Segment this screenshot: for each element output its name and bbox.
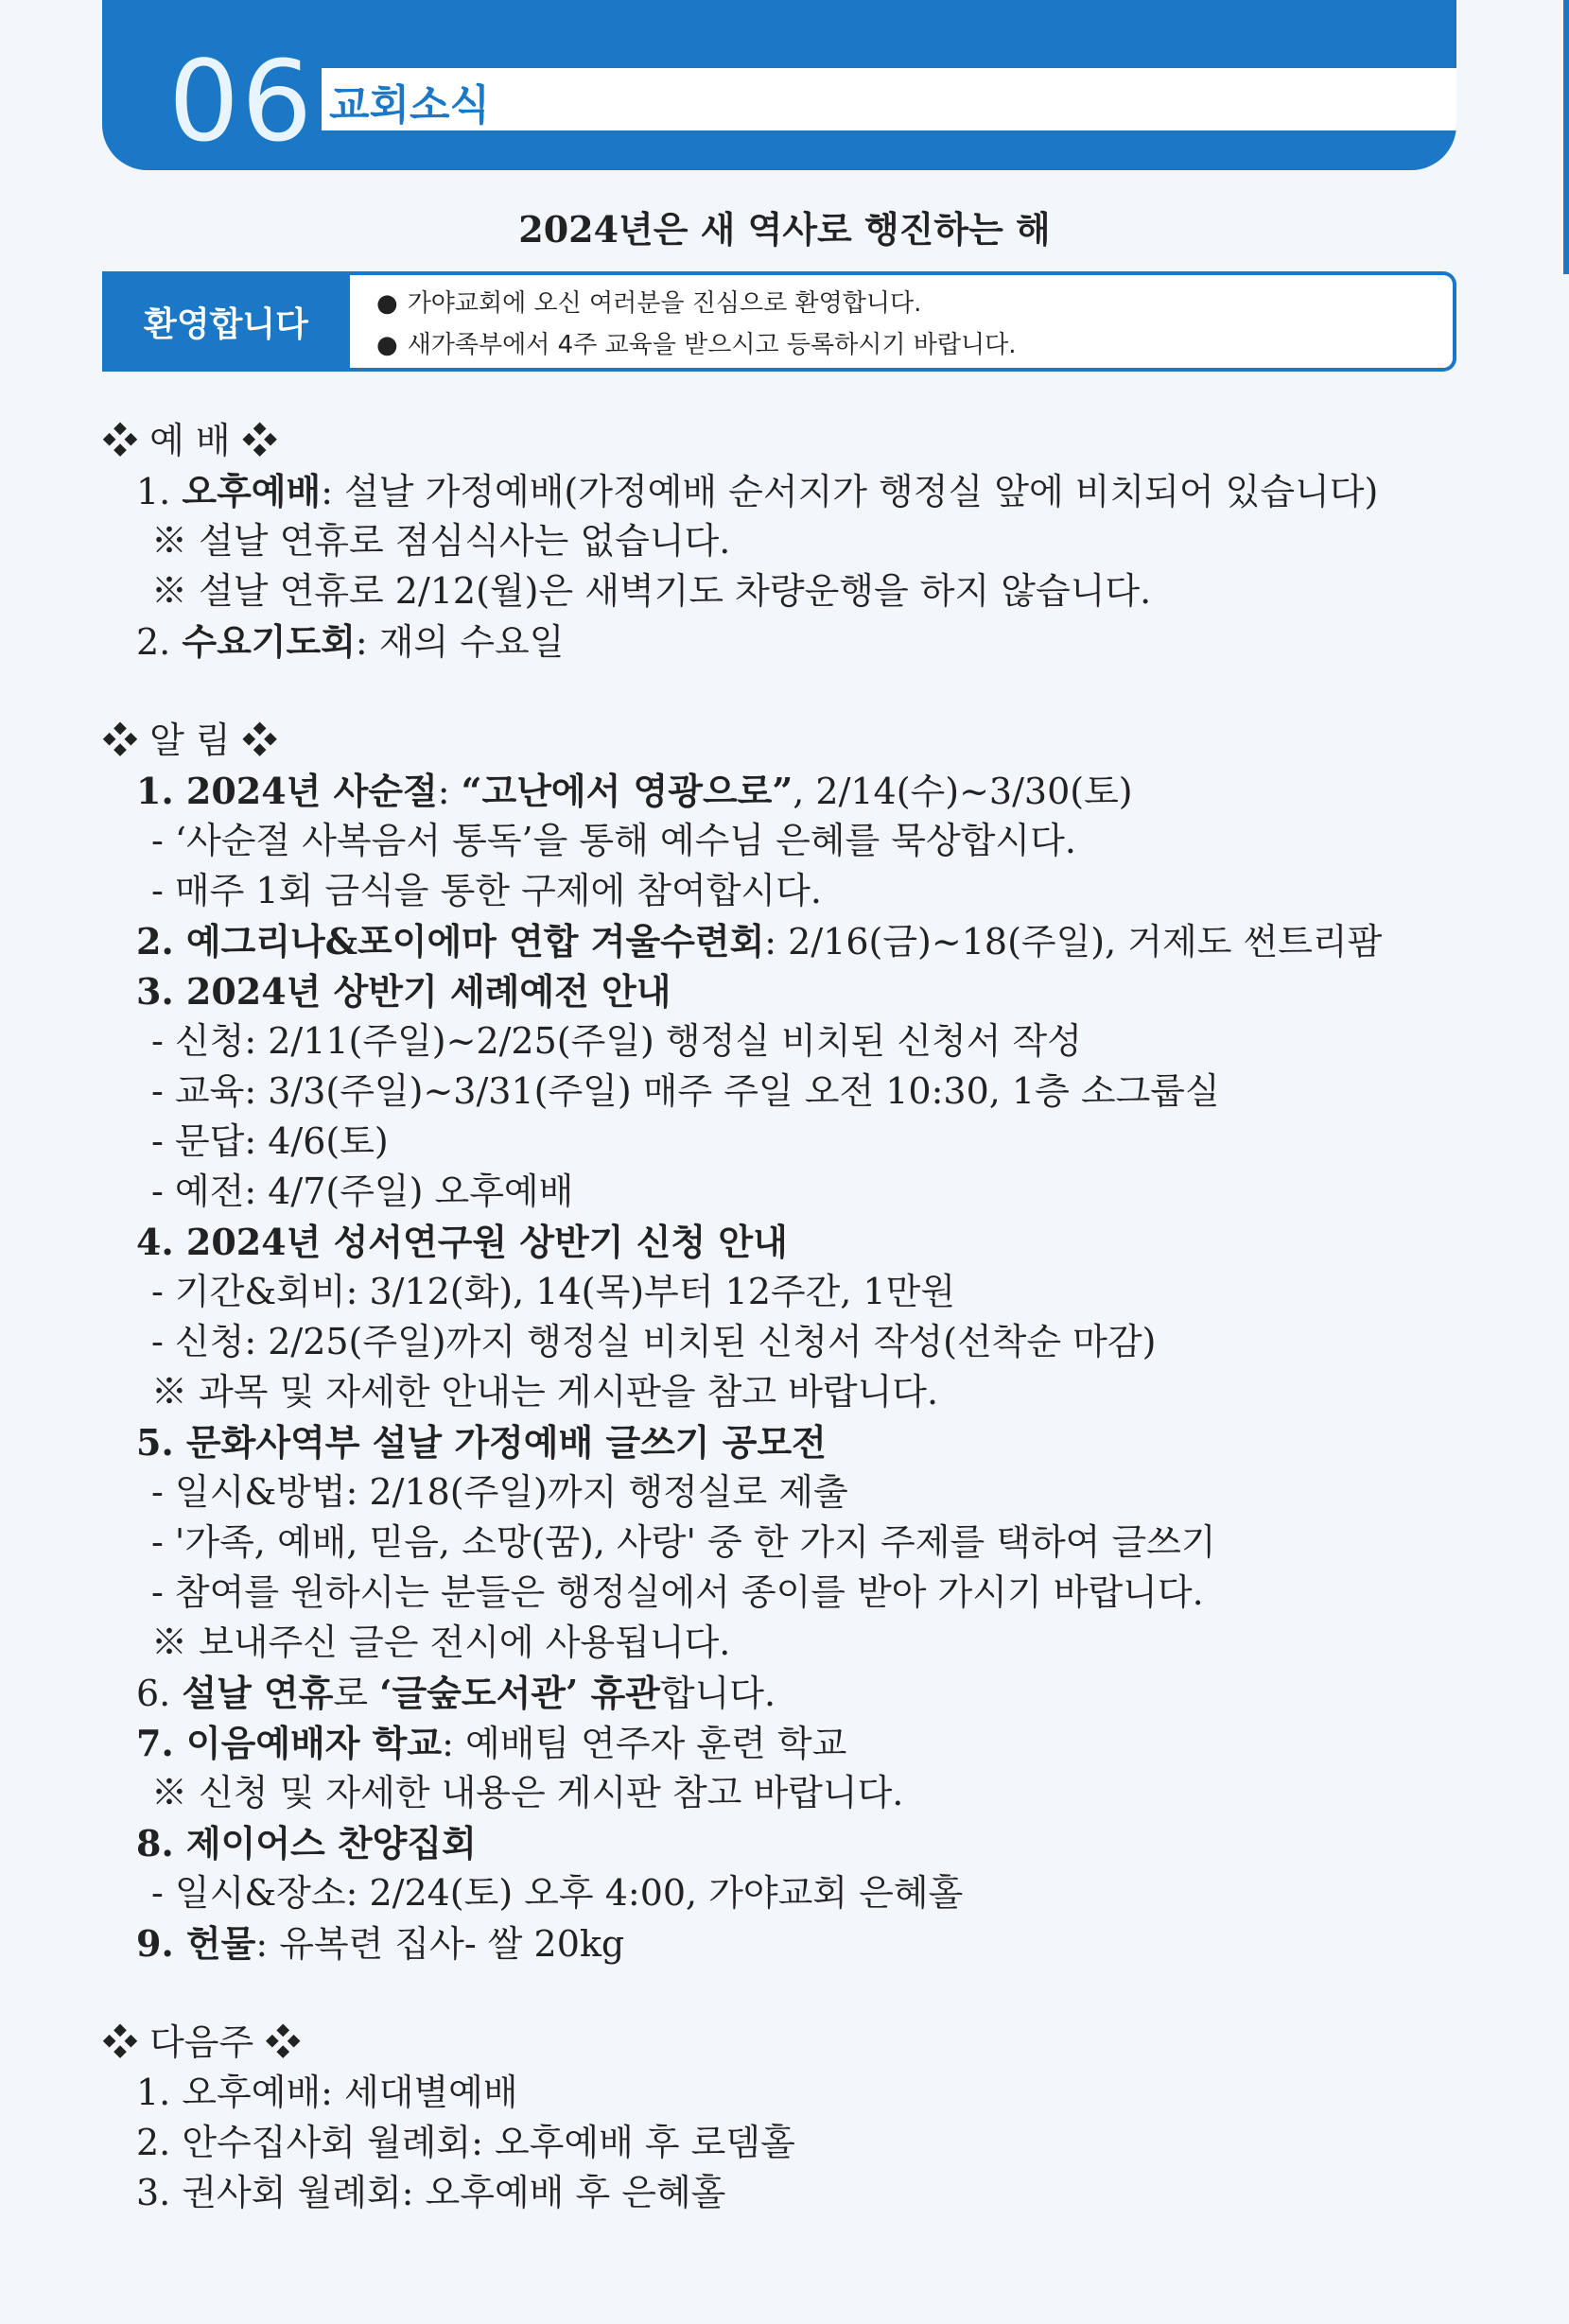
notice-sub: - 신청: 2/25(주일)까지 행정실 비치된 신청서 작성(선착순 마감) <box>151 1321 1157 1362</box>
notice-sub: - '가족, 예배, 믿음, 소망(꿈), 사랑' 중 한 가지 주제를 택하여 글쓰기 <box>151 1521 1216 1563</box>
next-week-item: 3. 권사회 월례회: 오후예배 후 은혜홀 <box>136 2172 726 2213</box>
section-title: 교회소식 <box>329 81 491 130</box>
item-text: 합니다. <box>659 1673 776 1714</box>
notice-sub: - 일시&장소: 2/24(토) 오후 4:00, 가야교회 은혜홀 <box>151 1872 964 1914</box>
welcome-label: 환영합니다 <box>102 271 350 372</box>
item-title: 오후예배 <box>182 470 322 512</box>
item-number: 6. <box>136 1673 171 1714</box>
notice-item <box>102 1718 1464 1768</box>
section-number: 06 <box>168 36 315 166</box>
worship-heading: ❖ 예 배 ❖ <box>102 420 278 461</box>
welcome-box <box>102 271 1456 372</box>
next-week-item: 1. 오후예배: 세대별예배 <box>136 2072 518 2113</box>
welcome-text: 가야교회에 오신 여러분을 진심으로 환영합니다. <box>407 289 922 318</box>
next-week-item: 2. 안수집사회 월례회: 오후예배 후 로뎀홀 <box>136 2122 795 2163</box>
notice-sub: - 일시&방법: 2/18(주일)까지 행정실로 제출 <box>151 1471 848 1513</box>
notice-note: ※ 과목 및 자세한 안내는 게시판을 참고 바랍니다. <box>151 1371 939 1413</box>
item-text: : 설날 가정예배(가정예배 순서지가 행정실 앞에 비치되어 있습니다) <box>321 471 1379 512</box>
notice-item <box>102 766 1464 816</box>
welcome-line <box>376 324 1453 366</box>
bullet-icon: ● <box>376 331 398 359</box>
item-text: : 유복련 집사- 쌀 20kg <box>255 1923 625 1965</box>
notice-note: ※ 신청 및 자세한 내용은 게시판 참고 바랍니다. <box>151 1772 904 1813</box>
notice-sub: - 교육: 3/3(주일)~3/31(주일) 매주 주일 오전 10:30, 1층 소그룹실 <box>151 1070 1220 1112</box>
notice-sub: - 신청: 2/11(주일)~2/25(주일) 행정실 비치된 신청서 작성 <box>151 1020 1082 1062</box>
item-text: : <box>437 771 462 812</box>
item-title: 7. 이음예배자 학교 <box>136 1722 443 1764</box>
notices-heading: ❖ 알 림 ❖ <box>102 720 278 761</box>
item-title: 9. 헌물 <box>136 1922 256 1965</box>
notice-item <box>102 966 1464 1016</box>
item-title: 수요기도회 <box>182 620 356 663</box>
item-quote: “고난에서 영광으로” <box>461 770 793 812</box>
notice-sub: - 기간&회비: 3/12(화), 14(목)부터 12주간, 1만원 <box>151 1271 956 1312</box>
bullet-icon: ● <box>376 289 398 318</box>
worship-note: ※ 설날 연휴로 점심식사는 없습니다. <box>151 520 731 562</box>
item-title: 8. 제이어스 찬양집회 <box>136 1822 477 1864</box>
item-title: 2. 예그리나&포이에마 연합 겨울수련회 <box>136 920 765 963</box>
page-subtitle: 2024년은 새 역사로 행진하는 해 <box>518 208 1051 251</box>
header-title-band <box>322 68 1456 130</box>
notice-sub: - 예전: 4/7(주일) 오후예배 <box>151 1171 574 1212</box>
worship-item <box>102 616 1464 667</box>
next-week-heading: ❖ 다음주 ❖ <box>102 2021 302 2063</box>
item-text: : 예배팀 연주자 훈련 학교 <box>442 1723 847 1764</box>
item-title: 3. 2024년 상반기 세례예전 안내 <box>136 970 671 1013</box>
worship-note: ※ 설날 연휴로 2/12(월)은 새벽기도 차량운행을 하지 않습니다. <box>151 570 1152 612</box>
item-title: 5. 문화사역부 설날 가정예배 글쓰기 공모전 <box>136 1421 827 1464</box>
item-text: , 2/14(수)~3/30(토) <box>793 771 1133 812</box>
worship-item <box>102 466 1464 516</box>
notice-sub: - 매주 1회 금식을 통한 구제에 참여합시다. <box>151 870 822 911</box>
notice-item <box>102 1818 1464 1868</box>
notice-sub: - 참여를 원하시는 분들은 행정실에서 종이를 받아 가시기 바랍니다. <box>151 1571 1204 1613</box>
notice-note: ※ 보내주신 글은 전시에 사용됩니다. <box>151 1622 731 1663</box>
item-text: : 2/16(금)~18(주일), 거제도 썬트리팜 <box>764 921 1383 963</box>
item-number: 1. <box>136 471 171 512</box>
item-text: 로 <box>333 1673 380 1714</box>
item-title: 설날 연휴 <box>182 1672 334 1714</box>
welcome-line <box>376 283 1453 324</box>
welcome-text: 새가족부에서 4주 교육을 받으시고 등록하시기 바랍니다. <box>407 331 1017 359</box>
bulletin-content <box>102 416 1464 2218</box>
notice-item <box>102 1668 1464 1718</box>
notice-sub: - ‘사순절 사복음서 통독’을 통해 예수님 은혜를 묵상합시다. <box>151 820 1076 861</box>
item-title: 4. 2024년 성서연구원 상반기 신청 안내 <box>136 1221 788 1263</box>
notice-sub: - 문답: 4/6(토) <box>151 1120 389 1162</box>
item-text: : 재의 수요일 <box>355 621 565 663</box>
page-header <box>102 0 1456 170</box>
notice-item <box>102 1217 1464 1267</box>
item-number: 2. <box>136 621 171 663</box>
notice-item <box>102 916 1464 966</box>
item-title: 1. 2024년 사순절 <box>136 770 438 812</box>
item-title: ‘글숲도서관’ 휴관 <box>379 1672 660 1714</box>
notice-item <box>102 1918 1464 1968</box>
notice-item <box>102 1417 1464 1467</box>
welcome-content <box>350 271 1456 372</box>
